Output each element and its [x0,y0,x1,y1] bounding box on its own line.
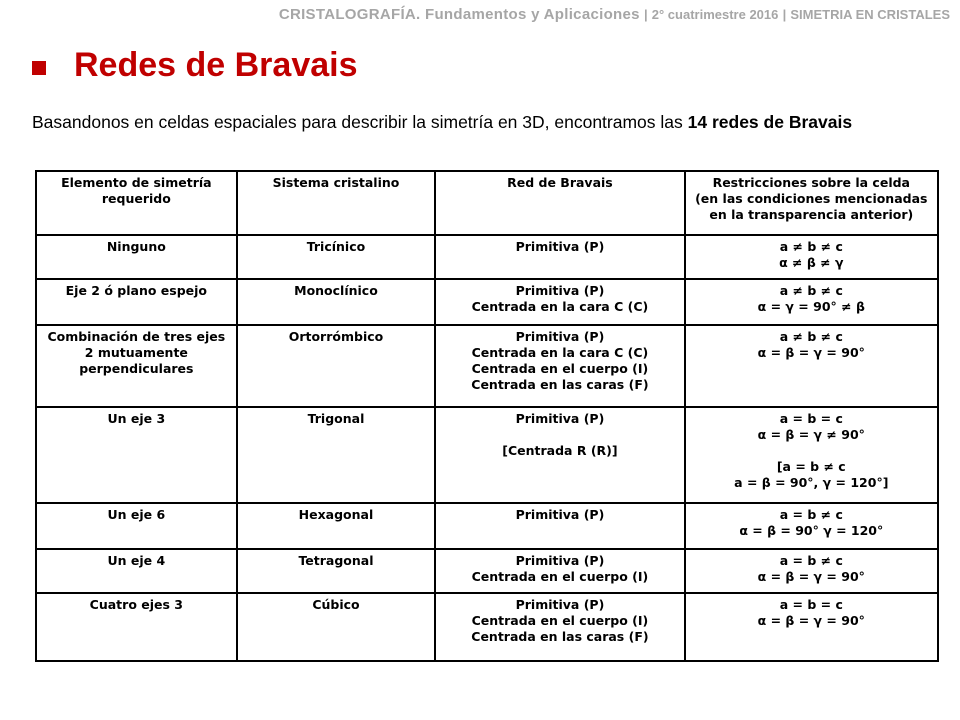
cell-red: Primitiva (P) Centrada en el cuerpo (I) Centrada en las caras (F) [435,593,684,661]
cell-red: Primitiva (P) [435,235,684,279]
topic-label: SIMETRIA EN CRISTALES [790,7,950,22]
header-red: Red de Bravais [435,171,684,235]
cell-red: Primitiva (P) Centrada en la cara C (C) [435,279,684,325]
header-separator: | [643,7,648,22]
cell-red: Primitiva (P) [435,503,684,549]
cell-elemento: Un eje 6 [36,503,237,549]
header-restricciones: Restricciones sobre la celda (en las condiciones mencionadas en la transparencia anterior) [685,171,938,235]
cell-elemento: Eje 2 ó plano espejo [36,279,237,325]
cell-restricciones: a = b ≠ c α = β = γ = 90° [685,549,938,593]
cell-restricciones: a ≠ b ≠ c α = β = γ = 90° [685,325,938,407]
table-row [36,235,938,279]
table-row [36,279,938,325]
intro-text: Basandonos en celdas espaciales para describir la simetría en 3D, encontramos las [32,112,688,132]
cell-sistema: Monoclínico [237,279,436,325]
title-row [30,46,358,85]
intro-paragraph [32,110,932,135]
header-separator: | [782,7,787,22]
cell-sistema: Tetragonal [237,549,436,593]
cell-sistema: Ortorrómbico [237,325,436,407]
table-row [36,503,938,549]
cell-restricciones: a = b = c α = β = γ = 90° [685,593,938,661]
course-title: CRISTALOGRAFÍA. Fundamentos y Aplicaciones [278,6,640,23]
cell-sistema: Hexagonal [237,503,436,549]
cell-elemento: Combinación de tres ejes 2 mutuamente perpendiculares [36,325,237,407]
cell-sistema: Trigonal [237,407,436,503]
cell-red: Primitiva (P) Centrada en el cuerpo (I) [435,549,684,593]
slide-title: Redes de Bravais [74,46,358,84]
intro-bold-text: 14 redes de Bravais [687,112,853,132]
cell-restricciones: a = b = c α = β = γ ≠ 90° [a = b ≠ c a = β = 90°, γ = 120°] [685,407,938,503]
table-row [36,593,938,661]
table-header-row [36,171,938,235]
cell-restricciones: a ≠ b ≠ c α = γ = 90° ≠ β [685,279,938,325]
cell-red: Primitiva (P) [Centrada R (R)] [435,407,684,503]
cell-elemento: Ninguno [36,235,237,279]
cell-red: Primitiva (P) Centrada en la cara C (C) Centrada en el cuerpo (I) Centrada en las caras (F) [435,325,684,407]
term-label: 2° cuatrimestre 2016 [651,7,779,22]
cell-sistema: Cúbico [237,593,436,661]
table-row [36,325,938,407]
cell-restricciones: a = b ≠ c α = β = 90° γ = 120° [685,503,938,549]
cell-restricciones: a ≠ b ≠ c α ≠ β ≠ γ [685,235,938,279]
square-bullet-icon [32,61,46,75]
header-sistema: Sistema cristalino [237,171,436,235]
cell-elemento: Un eje 4 [36,549,237,593]
bravais-table [35,170,939,662]
table-row [36,549,938,593]
cell-elemento: Un eje 3 [36,407,237,503]
cell-sistema: Tricínico [237,235,436,279]
slide-header [279,6,950,23]
header-elemento: Elemento de simetría requerido [36,171,237,235]
table-row [36,407,938,503]
cell-elemento: Cuatro ejes 3 [36,593,237,661]
